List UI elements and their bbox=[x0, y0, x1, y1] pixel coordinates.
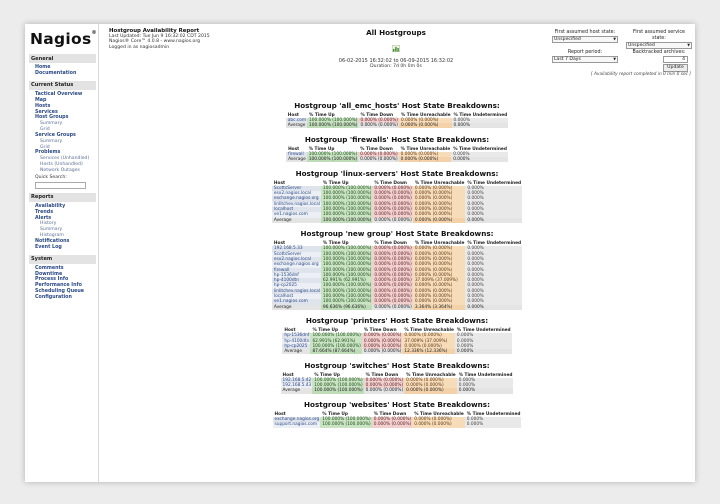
state-value: 0.000% (0.000%) bbox=[365, 377, 404, 383]
state-value: 0.000% bbox=[455, 349, 512, 354]
logged-in-user: Logged in as nagiosadmin bbox=[109, 44, 170, 50]
column-header: % Time Undetermined bbox=[453, 146, 507, 152]
host-name[interactable]: ve1.nagios.com bbox=[272, 212, 321, 217]
host-name[interactable]: esx2.nagios.local bbox=[272, 191, 321, 196]
sidebar-item-summary[interactable]: Summary bbox=[40, 121, 63, 127]
column-header: % Time Up bbox=[307, 113, 358, 118]
state-value: 62.991% (62.991%) bbox=[310, 339, 361, 344]
sidebar-item-configuration[interactable]: Configuration bbox=[35, 295, 72, 301]
state-value: 0.000% bbox=[457, 388, 514, 393]
state-value: 0.000% bbox=[465, 273, 522, 278]
host-name[interactable]: exchange.nagios.org bbox=[272, 262, 321, 267]
first-service-state-select[interactable]: Unspecified ▼ bbox=[628, 43, 690, 48]
state-value: 0.000% (0.000%) bbox=[360, 117, 398, 123]
column-header: % Time Up bbox=[307, 147, 358, 152]
sidebar-item-service-groups[interactable]: Service Groups bbox=[35, 132, 76, 138]
sidebar-item-tactical-overview[interactable]: Tactical Overview bbox=[35, 91, 83, 97]
state-value: 0.000% (0.000%) bbox=[363, 343, 402, 349]
report-title: Hostgroup Availability Report bbox=[109, 28, 200, 34]
host-name: Average bbox=[287, 123, 306, 129]
state-value: 0.000% (0.000%) bbox=[399, 123, 452, 128]
state-value: 0.000% (0.000%) bbox=[404, 388, 457, 393]
column-header: % Time Unreachable bbox=[414, 180, 465, 186]
average-row bbox=[281, 388, 514, 393]
state-value: 0.000% (0.000%) bbox=[412, 417, 465, 422]
state-value: 0.000% (0.000%) bbox=[412, 422, 465, 427]
state-value: 0.000% (0.000%) bbox=[374, 272, 412, 278]
column-header: % Time Up bbox=[312, 373, 363, 378]
hostgroup-title[interactable]: Hostgroup 'printers' Host State Breakdowns: bbox=[305, 316, 489, 326]
state-value: 0.000% (0.000%) bbox=[413, 196, 466, 201]
state-value: 0.000% bbox=[465, 191, 522, 196]
column-header: % Time Unreachable bbox=[414, 241, 465, 247]
hostgroup-table bbox=[273, 412, 522, 428]
host-name[interactable]: ScottsServer bbox=[272, 252, 321, 257]
state-value: 0.000% (0.000%) bbox=[402, 333, 455, 338]
state-value: 100.000% (100.000%) bbox=[322, 196, 372, 202]
state-value: 0.000% (0.000%) bbox=[374, 212, 412, 218]
first-host-state-select[interactable]: Unspecified ▼ bbox=[554, 37, 616, 42]
state-value: 100.000% (100.000%) bbox=[322, 207, 372, 213]
column-header: % Time Down bbox=[372, 241, 413, 246]
state-value: 0.000% (0.000%) bbox=[413, 191, 466, 196]
state-value: 0.000% (0.000%) bbox=[373, 422, 412, 428]
state-value: 0.000% bbox=[457, 383, 514, 388]
host-name: Average bbox=[272, 218, 321, 223]
hostgroup-section bbox=[99, 317, 695, 354]
trends-icon[interactable] bbox=[392, 45, 400, 52]
state-value: 0.000% bbox=[465, 299, 522, 304]
state-value: 0.000% (0.000%) bbox=[374, 299, 412, 305]
hostgroup-title[interactable]: Hostgroup 'websites' Host State Breakdowns: bbox=[304, 400, 490, 410]
hostgroup-report bbox=[99, 102, 695, 435]
state-value: 62.991% (62.991%) bbox=[321, 278, 372, 283]
hostgroup-section bbox=[99, 102, 695, 128]
state-value: 0.000% (0.000%) bbox=[365, 388, 404, 394]
state-value: 37.009% (37.009%) bbox=[413, 278, 466, 283]
backtracked-archives-label: Backtracked archives: bbox=[632, 50, 686, 55]
host-name[interactable]: linlitchev.nagios.local bbox=[273, 201, 320, 207]
state-value: 0.000% bbox=[457, 378, 514, 383]
hostgroup-table bbox=[286, 113, 508, 129]
quick-search-label: Quick Search: bbox=[35, 174, 67, 180]
state-value: 100.000% (100.000%) bbox=[322, 191, 372, 197]
host-name[interactable]: hp-1536dnf bbox=[272, 273, 321, 278]
state-value: 0.000% (0.000%) bbox=[374, 288, 412, 294]
column-header: % Time Undetermined bbox=[467, 241, 522, 247]
sidebar-item-services-unhandled[interactable]: Services (Unhandled) bbox=[40, 156, 90, 162]
sidebar-item-summary[interactable]: Summary bbox=[40, 138, 63, 144]
state-value: 0.000% bbox=[451, 157, 508, 162]
state-value: 0.000% bbox=[465, 246, 522, 251]
state-value: 0.000% bbox=[452, 123, 509, 128]
state-value: 100.000% (100.000%) bbox=[322, 288, 372, 294]
report-duration: Duration: 7d 0h 0m 0s bbox=[370, 64, 422, 69]
state-value: 0.000% (0.000%) bbox=[413, 262, 466, 267]
state-value: 87.664% (87.664%) bbox=[310, 349, 361, 354]
hostgroup-section bbox=[99, 401, 695, 427]
state-value: 0.000% (0.000%) bbox=[374, 191, 412, 197]
sidebar-item-summary[interactable]: Summary bbox=[40, 227, 63, 233]
sidebar-item-trends[interactable]: Trends bbox=[35, 209, 54, 215]
state-value: 0.000% (0.000%) bbox=[413, 186, 466, 191]
hostgroup-table bbox=[281, 373, 514, 394]
state-value: 100.000% (100.000%) bbox=[312, 343, 361, 349]
state-value: 100.000% (100.000%) bbox=[322, 294, 372, 299]
state-value: 0.000% bbox=[465, 289, 522, 294]
state-value: 0.000% bbox=[465, 278, 522, 283]
host-name[interactable]: hp-4100dtn bbox=[272, 278, 321, 283]
chevron-down-icon: ▼ bbox=[687, 43, 690, 47]
state-value: 100.000% (100.000%) bbox=[314, 388, 363, 394]
column-header: % Time Unreachable bbox=[406, 372, 456, 378]
first-service-state-label: First assumed service state: bbox=[633, 30, 685, 41]
sidebar bbox=[25, 24, 99, 482]
column-header: % Time Up bbox=[321, 241, 372, 246]
column-header: Host bbox=[286, 113, 307, 118]
sidebar-item-grid[interactable]: Grid bbox=[40, 127, 50, 133]
host-name[interactable]: exchange.nagios.org bbox=[272, 196, 321, 201]
state-value: 0.000% bbox=[465, 207, 522, 212]
column-header: % Time Unreachable bbox=[404, 327, 454, 333]
host-name[interactable]: exchange.nagios.org bbox=[274, 417, 320, 423]
state-value: 0.000% bbox=[465, 212, 522, 217]
state-value: 100.000% (100.000%) bbox=[322, 267, 372, 273]
host-name[interactable]: localhost bbox=[272, 294, 321, 299]
state-value: 100.000% (100.000%) bbox=[322, 417, 371, 423]
state-value: 100.000% (100.000%) bbox=[322, 299, 372, 305]
state-value: 0.000% bbox=[465, 305, 522, 310]
state-value: 0.000% bbox=[452, 118, 509, 123]
state-value: 0.000% (0.000%) bbox=[365, 383, 404, 389]
sidebar-item-availability[interactable]: Availability bbox=[35, 203, 66, 209]
host-name[interactable]: hp-cp2025 bbox=[282, 344, 310, 349]
sidebar-item-documentation[interactable]: Documentation bbox=[35, 70, 77, 76]
state-value: 0.000% bbox=[455, 339, 512, 344]
state-value: 37.009% (37.009%) bbox=[402, 339, 455, 344]
report-summary bbox=[325, 28, 467, 69]
state-value: 0.000% bbox=[465, 202, 522, 207]
page-title: All Hostgroups bbox=[366, 28, 426, 37]
sidebar-item-grid[interactable]: Grid bbox=[40, 144, 50, 150]
report-range: 06-02-2015 16:32:02 to 06-09-2015 16:32:02 bbox=[338, 58, 454, 64]
state-value: 0.000% (0.000%) bbox=[374, 294, 412, 299]
column-header: % Time Down bbox=[372, 181, 413, 186]
state-value: 0.000% bbox=[465, 257, 522, 262]
state-value: 0.000% (0.000%) bbox=[399, 152, 452, 157]
state-value: 100.000% (100.000%) bbox=[314, 377, 363, 383]
update-button[interactable]: Update bbox=[663, 64, 688, 72]
column-header: % Time Up bbox=[321, 181, 372, 186]
last-updated: Last Updated: Tue Jun 9 16:32:02 CDT 2015 bbox=[109, 34, 210, 40]
column-header: % Time Up bbox=[310, 328, 361, 333]
column-header: % Time Down bbox=[364, 373, 405, 378]
state-value: 0.000% (0.000%) bbox=[413, 207, 466, 212]
state-value: 0.000% (0.000%) bbox=[360, 151, 398, 157]
state-value: 0.000% (0.000%) bbox=[402, 344, 455, 349]
average-row bbox=[282, 349, 511, 354]
average-row bbox=[272, 218, 522, 223]
sidebar-item-host-groups[interactable]: Host Groups bbox=[35, 115, 69, 121]
state-value: 100.000% (100.000%) bbox=[322, 262, 372, 268]
state-value: 0.000% bbox=[465, 186, 522, 191]
completion-note: [ Availability report completed in 0 min 0 sec ] bbox=[590, 72, 691, 77]
hostgroup-title[interactable]: Hostgroup 'new group' Host State Breakdowns: bbox=[300, 229, 494, 239]
column-header: % Time Unreachable bbox=[400, 146, 451, 152]
state-value: 0.000% (0.000%) bbox=[413, 252, 466, 257]
host-name: Average bbox=[272, 305, 321, 310]
sidebar-sections bbox=[29, 54, 98, 301]
state-value: 0.000% bbox=[465, 294, 522, 299]
sidebar-item-network-outages[interactable]: Network Outages bbox=[40, 167, 80, 173]
sidebar-item-process-info[interactable]: Process Info bbox=[35, 277, 69, 283]
state-value: 100.000% (100.000%) bbox=[322, 201, 372, 207]
column-header: Host bbox=[282, 328, 310, 333]
column-header: % Time Down bbox=[358, 113, 399, 118]
state-value: 100.000% (100.000%) bbox=[322, 251, 372, 257]
column-header: Host bbox=[272, 241, 321, 246]
sidebar-item-downtime[interactable]: Downtime bbox=[35, 271, 63, 277]
state-value: 0.000% (0.000%) bbox=[413, 273, 466, 278]
host-name: Average bbox=[281, 388, 313, 393]
column-header: % Time Undetermined bbox=[467, 180, 522, 186]
table-row bbox=[273, 422, 522, 427]
sidebar-item-comments[interactable]: Comments bbox=[35, 265, 64, 271]
state-value: 0.000% (0.000%) bbox=[413, 212, 466, 217]
state-value: 0.000% bbox=[465, 422, 522, 427]
quick-search-input[interactable] bbox=[35, 182, 86, 189]
host-name[interactable]: ScottsServer bbox=[272, 186, 321, 191]
host-name[interactable]: 192.168.5.33 bbox=[272, 246, 321, 251]
column-header: % Time Unreachable bbox=[414, 411, 464, 417]
host-name[interactable]: support.nagios.com bbox=[273, 422, 321, 427]
state-value: 100.000% (100.000%) bbox=[322, 246, 372, 252]
state-value: 0.000% (0.000%) bbox=[374, 267, 412, 273]
state-value: 0.000% (0.000%) bbox=[360, 123, 398, 129]
state-value: 0.000% bbox=[465, 268, 522, 273]
sidebar-section-header: System bbox=[29, 255, 96, 264]
state-value: 100.000% (100.000%) bbox=[312, 333, 361, 339]
state-value: 12.336% (12.336%) bbox=[402, 349, 455, 354]
column-header: Host bbox=[273, 412, 321, 417]
sidebar-item-services[interactable]: Services bbox=[35, 109, 58, 115]
state-value: 0.000% (0.000%) bbox=[413, 268, 466, 273]
column-header: % Time Undetermined bbox=[458, 372, 513, 378]
state-value: 100.000% (100.000%) bbox=[322, 217, 372, 223]
version-info: Nagios® Core™ 4.0.8 - www.nagios.org bbox=[109, 39, 201, 45]
state-value: 100.000% (100.000%) bbox=[309, 117, 358, 123]
sidebar-item-scheduling-queue[interactable]: Scheduling Queue bbox=[35, 289, 85, 295]
state-value: 0.000% (0.000%) bbox=[374, 196, 412, 202]
sidebar-item-map[interactable]: Map bbox=[35, 97, 47, 103]
state-value: 0.000% bbox=[455, 333, 512, 338]
sidebar-item-home[interactable]: Home bbox=[35, 65, 51, 70]
sidebar-section-header: General bbox=[29, 54, 96, 63]
hostgroup-section bbox=[99, 362, 695, 394]
state-value: 0.000% (0.000%) bbox=[413, 299, 466, 304]
hostgroup-table bbox=[272, 181, 522, 223]
state-value: 0.000% bbox=[465, 262, 522, 267]
sidebar-item-hosts-unhandled[interactable]: Hosts (Unhandled) bbox=[40, 162, 83, 168]
host-name[interactable]: hp-4100dtn bbox=[284, 338, 310, 344]
hostgroup-title[interactable]: Hostgroup 'switches' Host State Breakdowns: bbox=[304, 360, 490, 370]
sidebar-item-histogram[interactable]: Histogram bbox=[40, 233, 64, 239]
state-value: 0.000% (0.000%) bbox=[374, 246, 412, 252]
sidebar-item-notifications[interactable]: Notifications bbox=[35, 238, 70, 244]
state-value: 0.000% (0.000%) bbox=[363, 333, 402, 339]
host-name[interactable]: firewall bbox=[286, 152, 307, 157]
sidebar-section-header: Current Status bbox=[29, 81, 96, 90]
hostgroup-title[interactable]: Hostgroup 'firewalls' Host State Breakdowns: bbox=[304, 134, 490, 144]
state-value: 0.000% (0.000%) bbox=[404, 378, 457, 383]
state-value: 0.000% (0.000%) bbox=[404, 383, 457, 388]
average-row bbox=[272, 305, 522, 310]
hostgroup-title[interactable]: Hostgroup 'linux-servers' Host State Breakdowns: bbox=[295, 168, 499, 178]
host-name[interactable]: hp-1536dnf bbox=[284, 333, 310, 339]
state-value: 100.000% (100.000%) bbox=[322, 283, 372, 289]
state-value: 0.000% (0.000%) bbox=[363, 338, 402, 344]
state-value: 0.000% (0.000%) bbox=[413, 289, 466, 294]
hostgroup-table bbox=[282, 328, 511, 354]
state-value: 0.000% (0.000%) bbox=[413, 257, 466, 262]
report-info bbox=[109, 29, 210, 50]
sidebar-section-header: Reports bbox=[29, 193, 96, 202]
host-name[interactable]: hp-cp2025 bbox=[272, 283, 321, 288]
sidebar-item-hosts[interactable]: Hosts bbox=[35, 103, 51, 109]
state-value: 0.000% bbox=[465, 417, 522, 422]
average-row bbox=[286, 123, 508, 128]
column-header: % Time Unreachable bbox=[400, 112, 451, 118]
column-header: % Time Undetermined bbox=[456, 327, 511, 333]
state-value: 0.000% (0.000%) bbox=[373, 417, 412, 423]
hostgroup-section bbox=[99, 136, 695, 162]
state-value: 0.000% (0.000%) bbox=[374, 278, 412, 284]
sidebar-item-problems[interactable]: Problems bbox=[35, 150, 61, 156]
state-value: 0.000% (0.000%) bbox=[413, 218, 466, 223]
host-name: Average bbox=[288, 157, 306, 163]
average-row bbox=[286, 157, 508, 162]
state-value: 3.364% (3.364%) bbox=[413, 305, 466, 310]
state-value: 100.000% (100.000%) bbox=[322, 422, 371, 428]
host-name[interactable]: localhost bbox=[272, 207, 321, 212]
host-name[interactable]: esx2.nagios.local bbox=[272, 257, 321, 262]
column-header: Host bbox=[286, 147, 307, 152]
host-name[interactable]: 192.168.5.42 bbox=[282, 377, 312, 383]
state-value: 0.000% bbox=[465, 283, 522, 288]
state-value: 0.000% bbox=[455, 344, 512, 349]
state-value: 0.000% bbox=[465, 196, 522, 201]
state-value: 0.000% (0.000%) bbox=[374, 256, 412, 262]
report-period-select[interactable]: Last 7 Days ▼ bbox=[554, 57, 616, 62]
state-value: 0.000% (0.000%) bbox=[399, 118, 452, 123]
chevron-down-icon: ▼ bbox=[613, 57, 616, 61]
column-header: Host bbox=[272, 181, 321, 186]
state-value: 0.000% bbox=[465, 218, 522, 223]
state-value: 0.000% (0.000%) bbox=[413, 294, 466, 299]
state-value: 100.000% (100.000%) bbox=[308, 151, 358, 157]
column-header: Host bbox=[281, 373, 313, 378]
sidebar-item-performance-info[interactable]: Performance Info bbox=[35, 283, 82, 289]
host-name[interactable]: ve1.nagios.com bbox=[272, 299, 321, 304]
chevron-down-icon: ▼ bbox=[613, 37, 616, 41]
state-value: 100.000% (100.000%) bbox=[314, 383, 363, 389]
state-value: 100.000% (100.000%) bbox=[322, 272, 372, 278]
column-header: % Time Down bbox=[358, 147, 399, 152]
host-name[interactable]: abc.com bbox=[287, 117, 307, 123]
state-value: 0.000% (0.000%) bbox=[413, 283, 466, 288]
sidebar-item-alerts[interactable]: Alerts bbox=[35, 215, 52, 221]
hostgroup-section bbox=[99, 230, 695, 309]
column-header: % Time Down bbox=[372, 412, 413, 417]
hostgroup-title[interactable]: Hostgroup 'all_emc_hosts' Host State Breakdowns: bbox=[294, 101, 500, 110]
state-value: 0.000% (0.000%) bbox=[374, 262, 412, 268]
host-name[interactable]: linlitchev.nagios.local bbox=[273, 288, 320, 294]
state-value: 0.000% bbox=[465, 252, 522, 257]
column-header: % Time Undetermined bbox=[453, 112, 508, 118]
state-value: 0.000% (0.000%) bbox=[374, 207, 412, 213]
column-header: % Time Up bbox=[320, 412, 371, 417]
state-value: 96.636% (96.636%) bbox=[321, 305, 372, 310]
state-value: 0.000% (0.000%) bbox=[374, 251, 412, 257]
state-value: 100.000% (100.000%) bbox=[322, 185, 372, 191]
state-value: 0.000% (0.000%) bbox=[399, 157, 452, 162]
report-options bbox=[552, 30, 692, 72]
state-value: 100.000% (100.000%) bbox=[322, 212, 372, 218]
state-value: 0.000% bbox=[451, 152, 508, 157]
report-window bbox=[25, 24, 695, 482]
backtracked-archives-input[interactable]: 4 bbox=[663, 56, 688, 63]
state-value: 0.000% (0.000%) bbox=[374, 304, 412, 310]
report-period-label: Report period: bbox=[567, 50, 603, 55]
nagios-logo[interactable]: Nagios® bbox=[30, 30, 97, 48]
state-value: 0.000% (0.000%) bbox=[374, 217, 412, 223]
state-value: 0.000% (0.000%) bbox=[363, 349, 402, 355]
state-value: 100.000% (100.000%) bbox=[308, 157, 358, 163]
state-value: 0.000% (0.000%) bbox=[374, 185, 412, 191]
state-value: 0.000% (0.000%) bbox=[374, 201, 412, 207]
hostgroup-section bbox=[99, 170, 695, 223]
column-header: % Time Down bbox=[362, 328, 403, 333]
host-name[interactable]: firewall bbox=[272, 268, 321, 273]
state-value: 100.000% (100.000%) bbox=[322, 256, 372, 262]
hostgroup-table bbox=[272, 241, 522, 310]
column-header: % Time Undetermined bbox=[466, 411, 521, 417]
state-value: 0.000% (0.000%) bbox=[413, 202, 466, 207]
host-name: Average bbox=[282, 349, 310, 354]
first-host-state-label: First assumed host state: bbox=[554, 30, 616, 35]
host-name[interactable]: 192.168.5.43 bbox=[282, 383, 312, 389]
state-value: 0.000% (0.000%) bbox=[374, 283, 412, 289]
state-value: 0.000% (0.000%) bbox=[360, 157, 398, 163]
hostgroup-table bbox=[286, 147, 508, 163]
sidebar-item-event-log[interactable]: Event Log bbox=[35, 244, 62, 250]
sidebar-item-history[interactable]: History bbox=[40, 221, 57, 227]
state-value: 0.000% (0.000%) bbox=[413, 246, 466, 251]
state-value: 100.000% (100.000%) bbox=[309, 123, 358, 129]
